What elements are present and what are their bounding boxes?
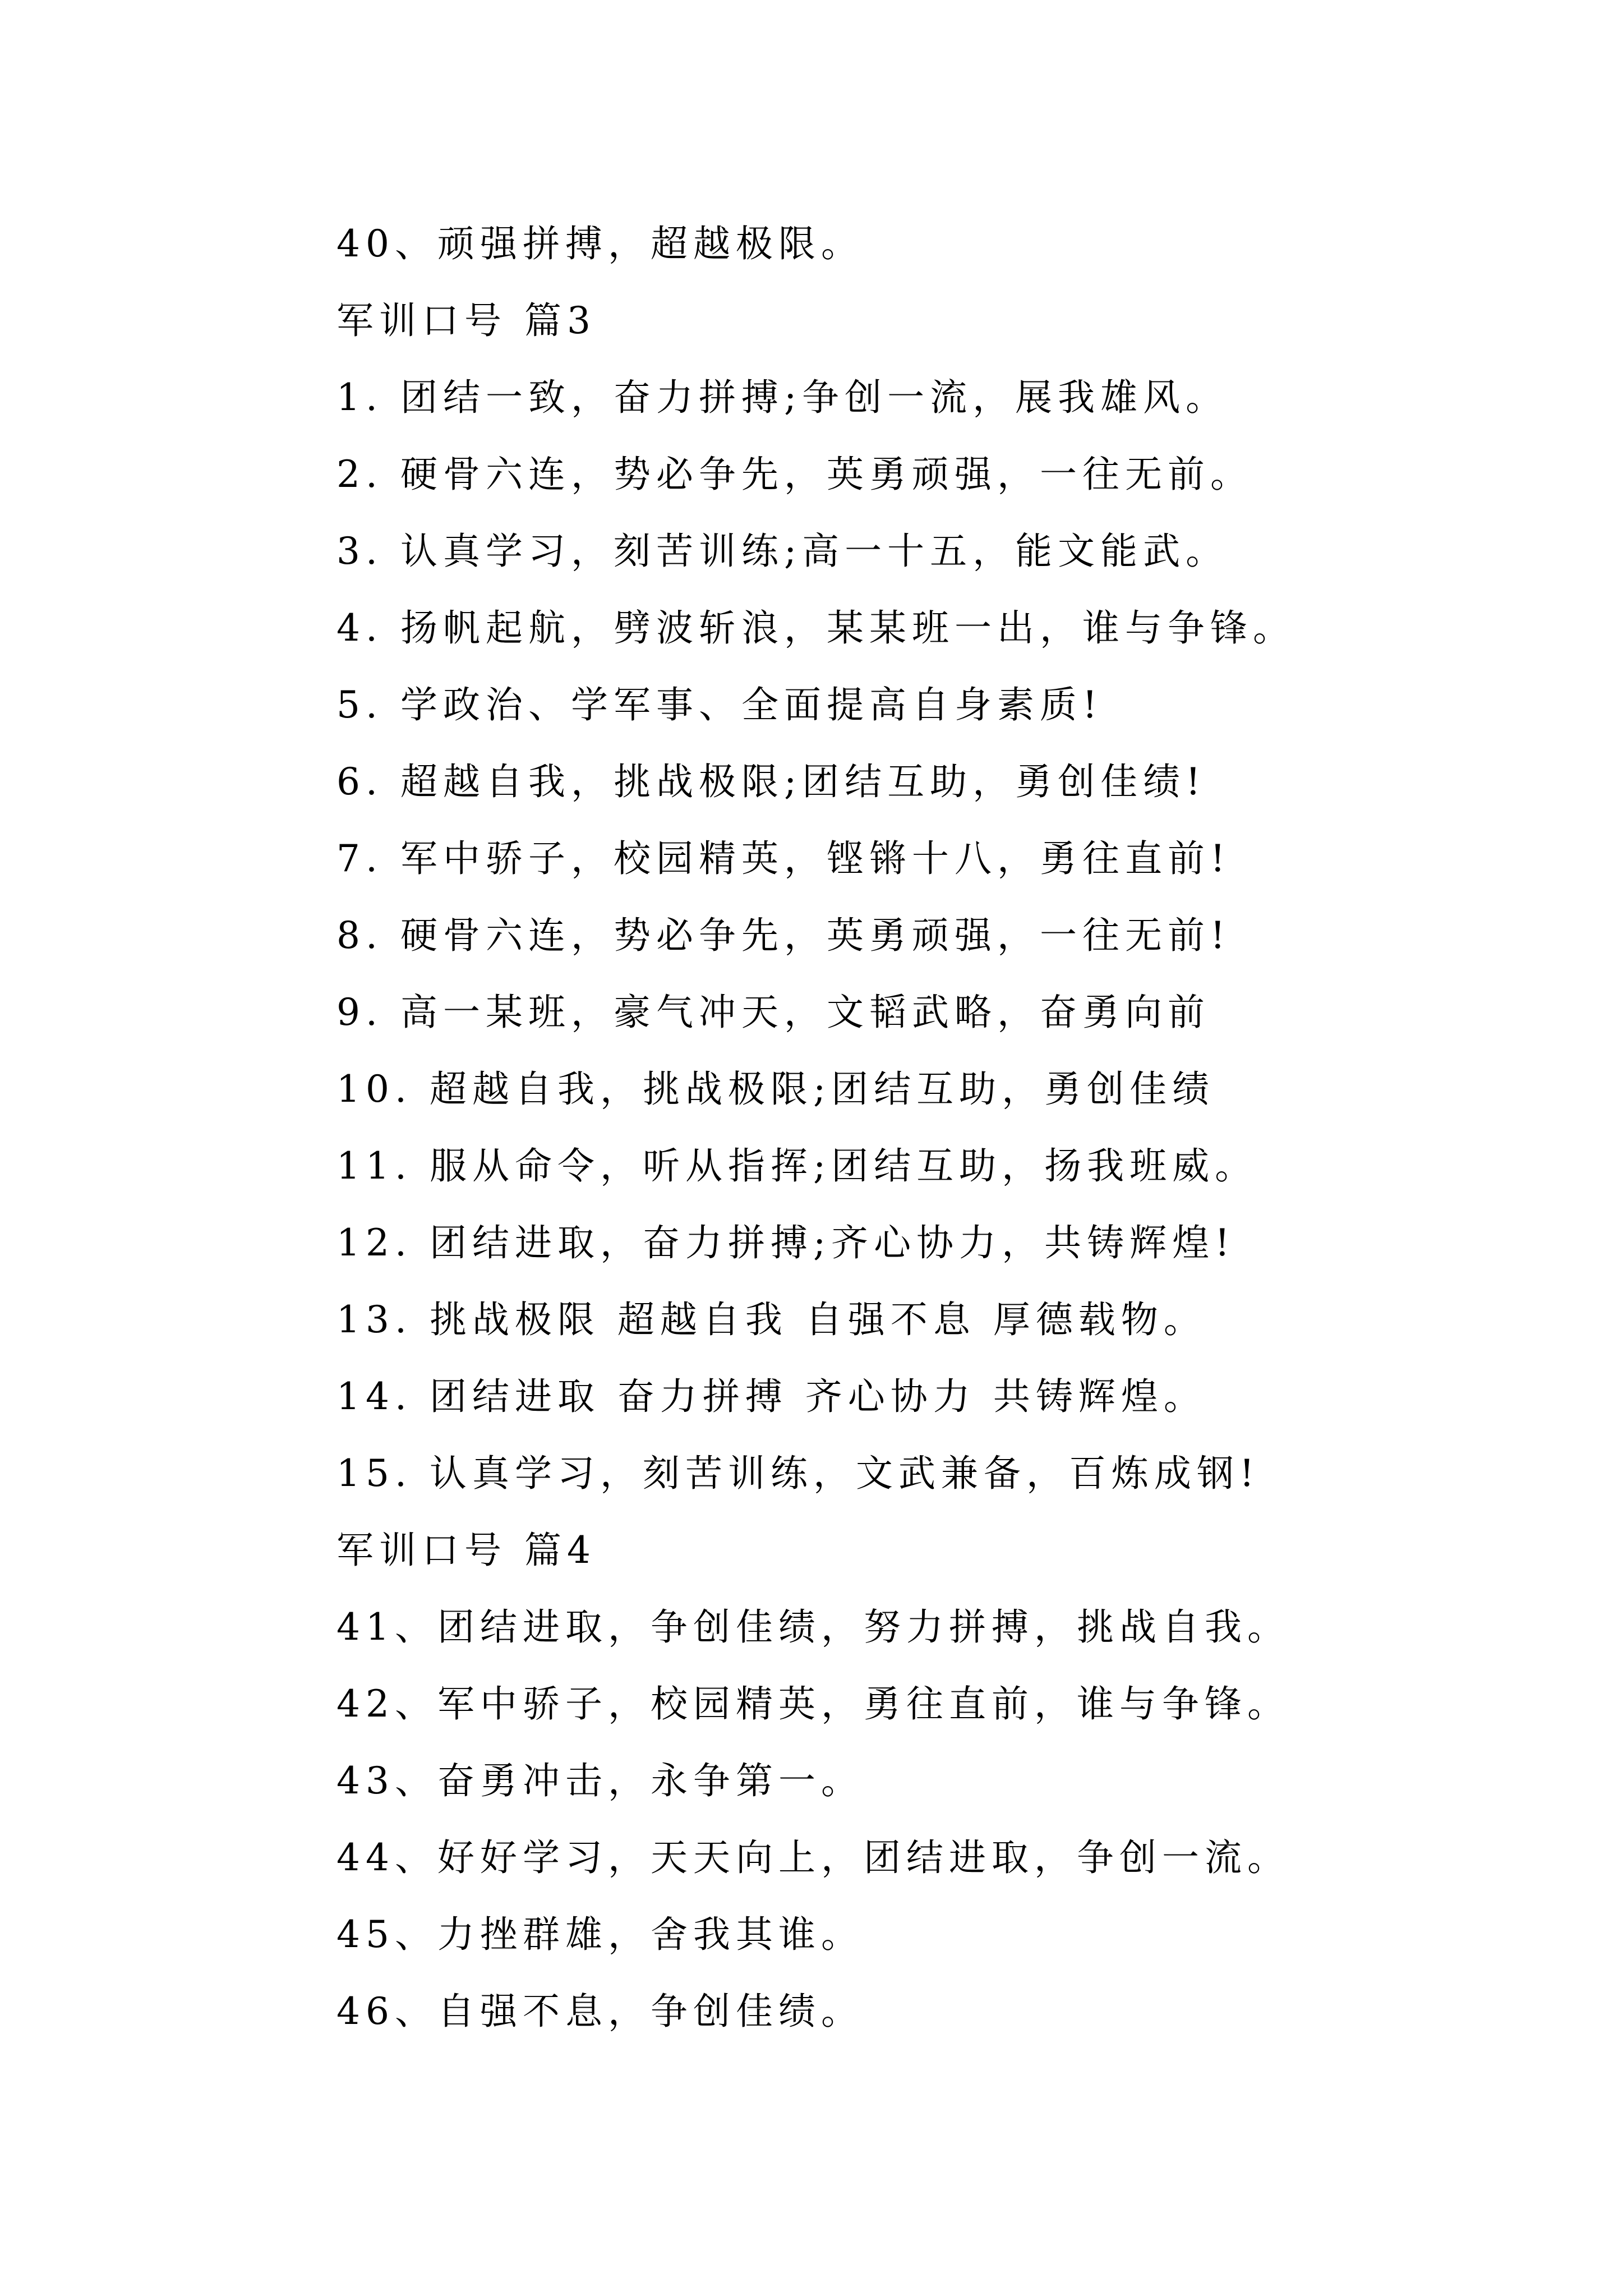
slogan-9: 9. 高一某班，豪气冲天，文韬武略，奋勇向前: [336, 991, 1210, 1034]
slogan-15: 15. 认真学习，刻苦训练，文武兼备，百炼成钢!: [336, 1452, 1260, 1495]
slogan-5: 5. 学政治、学军事、全面提高自身素质!: [336, 683, 1103, 726]
line-44: 44、好好学习，天天向上，团结进取，争创一流。: [336, 1836, 1290, 1879]
line-45: 45、力挫群雄，舍我其谁。: [336, 1913, 864, 1956]
line-41: 41、团结进取，争创佳绩，努力拼搏，挑战自我。: [336, 1605, 1290, 1649]
section-heading-3: 军训口号 篇3: [336, 299, 596, 342]
slogan-8: 8. 硬骨六连，势必争先，英勇顽强，一往无前!: [336, 914, 1231, 957]
slogan-14: 14. 团结进取 奋力拼搏 齐心协力 共铸辉煌。: [336, 1375, 1206, 1418]
slogan-10: 10. 超越自我，挑战极限;团结互助，勇创佳绩: [336, 1068, 1215, 1111]
line-42: 42、军中骄子，校园精英，勇往直前，谁与争锋。: [336, 1682, 1290, 1726]
line-46: 46、自强不息，争创佳绩。: [336, 1990, 864, 2033]
slogan-1: 1. 团结一致，奋力拼搏;争创一流，展我雄风。: [336, 376, 1229, 419]
section-heading-4: 军训口号 篇4: [336, 1529, 596, 1572]
line-40: 40、顽强拼搏，超越极限。: [336, 222, 864, 265]
slogan-13: 13. 挑战极限 超越自我 自强不息 厚德载物。: [336, 1298, 1206, 1341]
slogan-3: 3. 认真学习，刻苦训练;高一十五，能文能武。: [336, 530, 1229, 573]
slogan-6: 6. 超越自我，挑战极限;团结互助，勇创佳绩!: [336, 760, 1206, 803]
slogan-7: 7. 军中骄子，校园精英，铿锵十八，勇往直前!: [336, 837, 1231, 880]
slogan-2: 2. 硬骨六连，势必争先，英勇顽强，一往无前。: [336, 453, 1253, 496]
slogan-12: 12. 团结进取，奋力拼搏;齐心协力，共铸辉煌!: [336, 1221, 1235, 1264]
slogan-11: 11. 服从命令，听从指挥;团结互助，扬我班威。: [336, 1144, 1258, 1188]
line-43: 43、奋勇冲击，永争第一。: [336, 1759, 864, 1802]
document-body: [336, 213, 1593, 2058]
slogan-4: 4. 扬帆起航，劈波斩浪，某某班一出，谁与争锋。: [336, 606, 1295, 650]
